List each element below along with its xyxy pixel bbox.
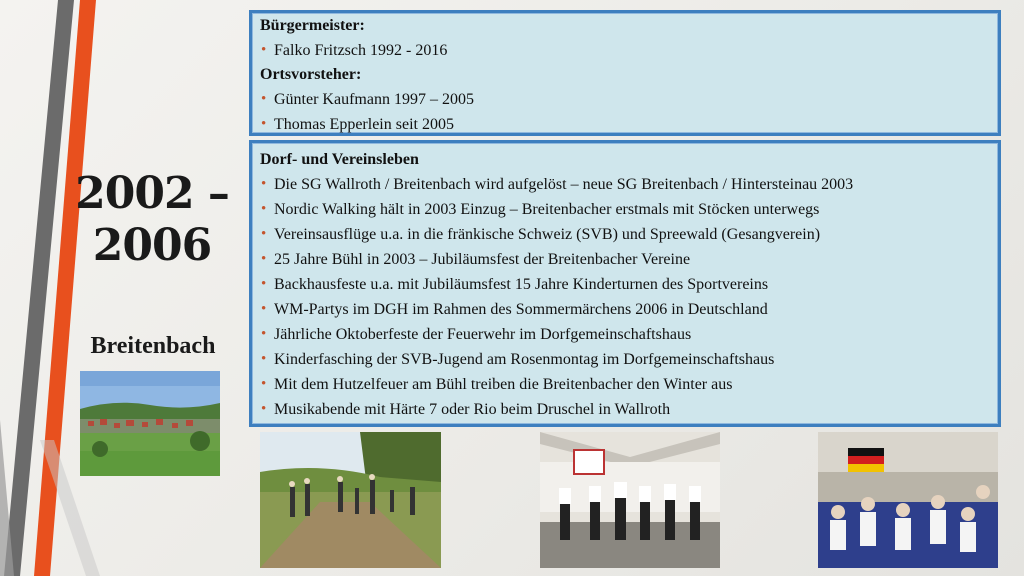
chair-item: • Thomas Epperlein seit 2005 [260, 112, 990, 137]
mayor-heading: Bürgermeister: [260, 17, 365, 34]
list-item: • Mit dem Hutzelfeuer am Bühl treiben die Breitenbacher den Winter aus [260, 372, 990, 397]
year-line-2: 2006 [92, 220, 212, 271]
chair-heading: Ortsvorsteher: [260, 66, 362, 83]
list-item: • Vereinsausflüge u.a. in die fränkische Schweiz (SVB) und Spreewald (Gesangverein) [260, 222, 990, 247]
list-item: • Jährliche Oktoberfeste der Feuerwehr im Dorfgemeinschaftshaus [260, 322, 990, 347]
dance-performance-photo [540, 432, 720, 568]
place-name: Breitenbach [90, 333, 216, 359]
list-item: • Nordic Walking hält in 2003 Einzug – Breitenbacher erstmals mit Stöcken unterwegs [260, 197, 990, 222]
world-cup-party-photo [818, 432, 998, 568]
decorative-stripes [0, 0, 110, 576]
year-range-title [62, 168, 242, 272]
list-item: • WM-Partys im DGH im Rahmen des Sommermärchens 2006 in Deutschland [260, 297, 990, 322]
village-photo [80, 371, 220, 476]
list-item: • Kinderfasching der SVB-Jugend am Rosenmontag im Dorfgemeinschaftshaus [260, 347, 990, 372]
officials-panel [249, 10, 1001, 136]
list-item: • 25 Jahre Bühl in 2003 – Jubiläumsfest der Breitenbacher Vereine [260, 247, 990, 272]
nordic-walking-photo [260, 432, 441, 568]
village-life-heading: Dorf- und Vereinsleben [260, 151, 419, 168]
list-item: • Musikabende mit Härte 7 oder Rio beim Druschel in Wallroth [260, 397, 990, 422]
list-item: • Die SG Wallroth / Breitenbach wird aufgelöst – neue SG Breitenbach / Hintersteinau 2003 [260, 172, 990, 197]
mayor-item: • Falko Fritzsch 1992 - 2016 [260, 38, 990, 63]
village-life-panel [249, 140, 1001, 427]
list-item: • Backhausfeste u.a. mit Jubiläumsfest 15 Jahre Kinderturnen des Sportvereins [260, 272, 990, 297]
chair-item: • Günter Kaufmann 1997 – 2005 [260, 87, 990, 112]
year-line-1: 2002 – [75, 168, 229, 219]
